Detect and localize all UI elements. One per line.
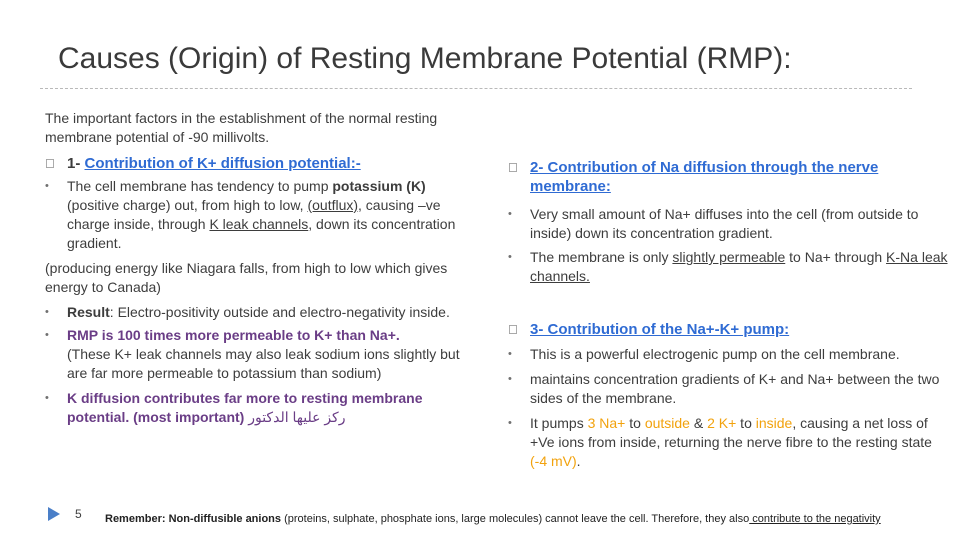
right-column — [508, 158, 948, 471]
result-label: Result — [67, 304, 110, 320]
bullet-icon: • — [508, 348, 512, 360]
potassium-bold: potassium (K) — [332, 178, 426, 194]
k-bullet-1-text: The cell membrane has tendency to pump — [67, 178, 333, 194]
section-2-title: 2- Contribution of Na diffusion through the nerve membrane: — [530, 159, 879, 195]
bullet-icon: • — [45, 392, 49, 404]
k-leak-channels-underlined: K leak channels — [209, 216, 309, 232]
pump-bullet-1 — [508, 345, 948, 364]
remember-bold: Remember: Non-diffusible anions — [105, 513, 282, 525]
bullet-icon: • — [45, 329, 49, 341]
square-bullet-icon — [508, 158, 518, 177]
rmp-bullet — [45, 326, 475, 383]
k-na-leak-underlined: K-Na leak channels. — [530, 249, 948, 284]
section-1-heading — [45, 154, 475, 173]
section-3-title: 3- Contribution of the Na+-K+ pump: — [530, 321, 790, 338]
bullet-icon: • — [508, 208, 512, 220]
remember-text: (proteins, sulphate, phosphate ions, large molecules) cannot leave the cell. Therefore, they also — [281, 513, 750, 525]
pump-text-c: to — [625, 415, 645, 431]
section-1-number: 1- — [67, 155, 85, 172]
slightly-permeable-underlined: slightly permeable — [672, 249, 786, 265]
k-diffusion-bullet — [45, 389, 475, 427]
square-bullet-icon — [45, 154, 55, 173]
rmp-subnote: (These K+ leak channels may also leak sodium ions slightly but are far more permeable to potassium than sodium) — [67, 346, 460, 381]
k-diffusion-text: K diffusion contributes far more to resting membrane potential. (most important) — [67, 390, 423, 425]
section-1-title: Contribution of K+ diffusion potential:- — [84, 155, 361, 172]
bullet-icon: • — [45, 306, 49, 318]
na-bullet-1-text: Very small amount of Na+ diffuses into the cell (from outside to inside) down its concentration gradient. — [530, 206, 919, 241]
minus-4mv-orange: (-4 mV) — [530, 453, 577, 469]
left-column — [45, 154, 475, 427]
pump-text-g: to — [736, 415, 756, 431]
pump-text-e: & — [689, 415, 708, 431]
slide-marker-triangle-icon — [48, 507, 60, 521]
section-2-heading — [508, 158, 948, 196]
section-3-heading — [508, 320, 948, 339]
pump-text-a: It pumps — [530, 415, 588, 431]
k-bullet-1-end: , down its concentration gradient. — [67, 216, 456, 251]
bullet-icon: • — [508, 251, 512, 263]
page-number: 5 — [75, 507, 82, 521]
result-text: : Electro-positivity outside and electro-negativity inside. — [109, 304, 450, 320]
remember-note — [105, 513, 955, 525]
pump-bullet-2 — [508, 370, 948, 408]
na-bullet-2-text: The membrane is only — [530, 249, 673, 265]
k-bullet-1 — [45, 177, 475, 253]
pump-text-i: , causing a net loss of +Ve ions from inside, returning the nerve fibre to the resting state — [530, 415, 932, 450]
bullet-icon: • — [508, 417, 512, 429]
arabic-note: ركز عليها الدكتور — [248, 409, 346, 425]
pump-bullet-1-text: This is a powerful electrogenic pump on the cell membrane. — [530, 346, 900, 362]
remember-underlined: contribute to the negativity — [749, 513, 881, 525]
slide-title: Causes (Origin) of Resting Membrane Potential (RMP): — [58, 42, 792, 75]
bullet-icon: • — [45, 180, 49, 192]
k-bullet-1-mid2: , causing –ve charge inside, through — [67, 197, 441, 232]
na-bullet-2 — [508, 248, 948, 286]
pump-text-end: . — [576, 453, 581, 469]
k-bullet-1-mid: (positive charge) out, from high to low, — [67, 197, 308, 213]
rmp-permeable-text: RMP is 100 times more permeable to K+ than Na+. — [67, 327, 400, 343]
bullet-icon: • — [508, 373, 512, 385]
result-bullet — [45, 303, 475, 322]
na-bullet-2-mid: to Na+ through — [785, 249, 887, 265]
three-na-orange: 3 Na+ — [587, 415, 626, 431]
title-divider — [40, 88, 912, 89]
inside-orange: inside — [755, 415, 793, 431]
two-k-orange: 2 K+ — [707, 415, 737, 431]
pump-bullet-2-text: maintains concentration gradients of K+ and Na+ between the two sides of the membrane. — [530, 371, 940, 406]
pump-bullet-3 — [508, 414, 948, 471]
outflux-underlined: (outflux) — [307, 197, 359, 213]
intro-text: The important factors in the establishment of the normal resting membrane potential of -90 millivolts. — [45, 110, 438, 145]
square-bullet-icon — [508, 320, 518, 339]
outside-orange: outside — [644, 415, 690, 431]
producing-note: (producing energy like Niagara falls, from high to low which gives energy to Canada) — [45, 260, 448, 295]
na-bullet-1 — [508, 205, 948, 243]
